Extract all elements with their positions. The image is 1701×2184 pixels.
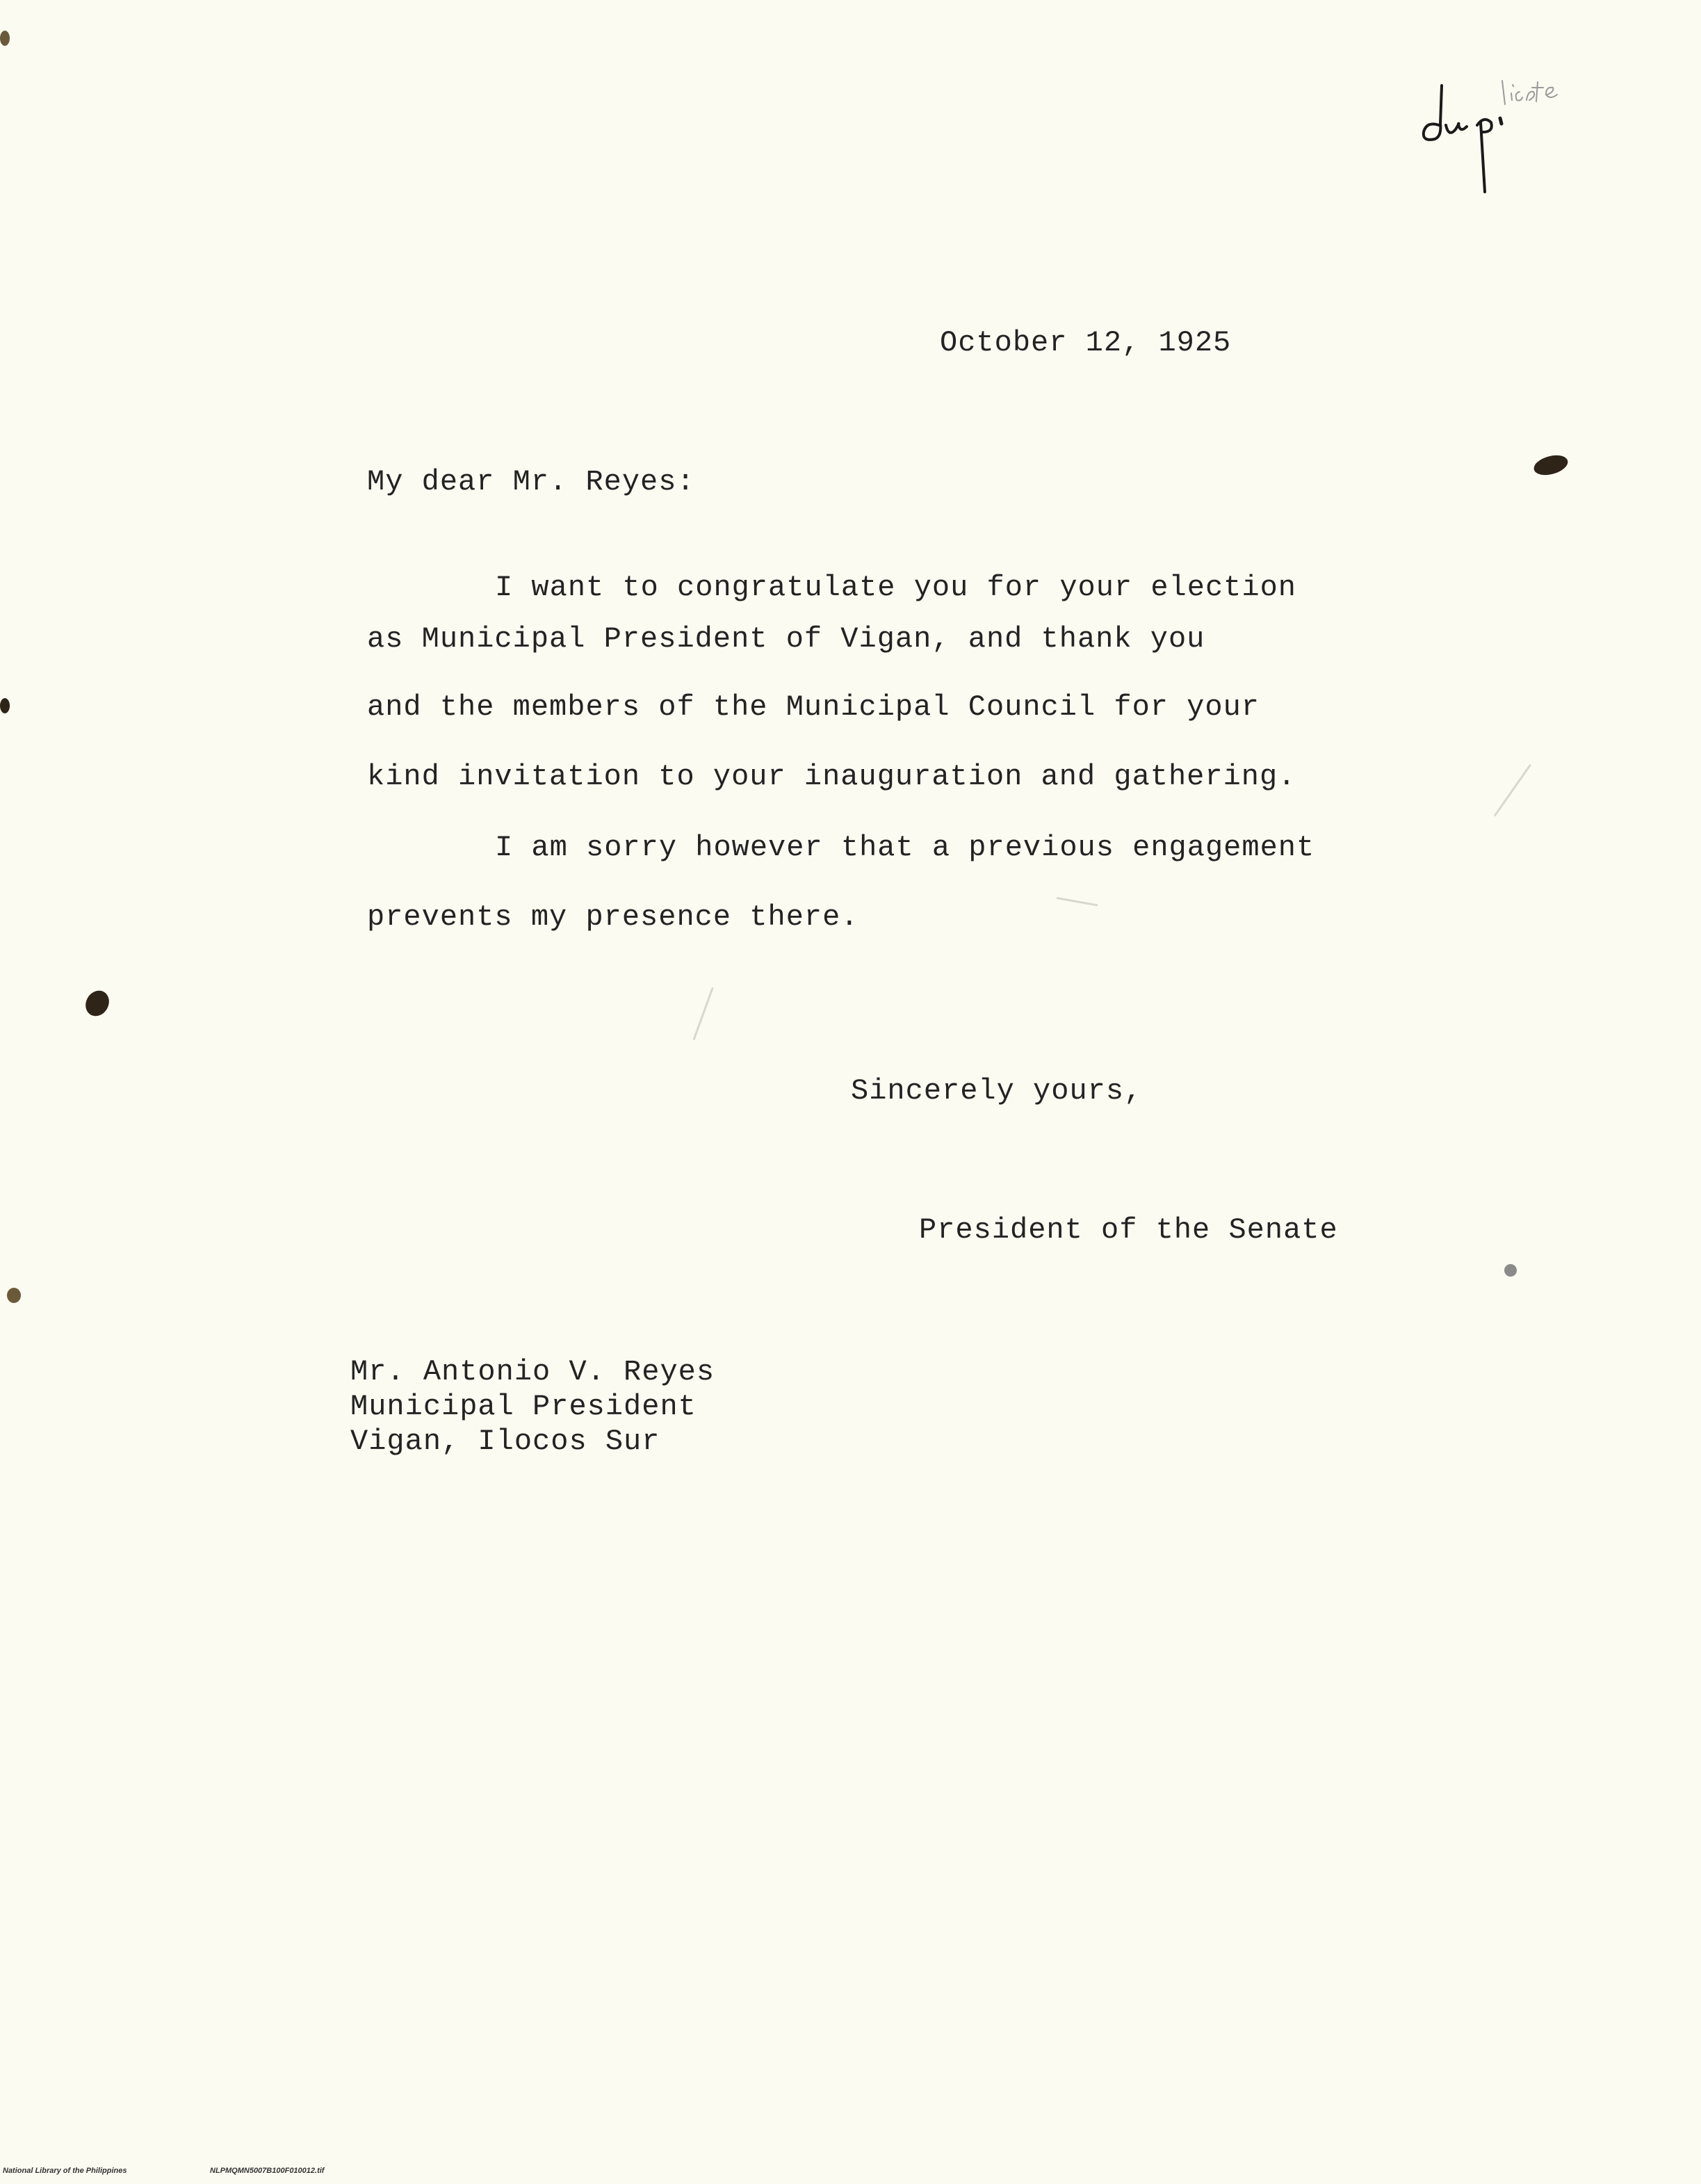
salutation: My dear Mr. Reyes: [367, 465, 695, 499]
paper-stain [1504, 1264, 1517, 1277]
letter-date: October 12, 1925 [940, 326, 1232, 359]
paper-stain [7, 1288, 21, 1303]
paper-stain [0, 31, 10, 46]
body-line: and the members of the Municipal Council for your [367, 690, 1260, 724]
body-line: I want to congratulate you for your election [495, 571, 1296, 604]
paper-scratch [1494, 764, 1531, 816]
library-credit: National Library of the Philippines [3, 2167, 127, 2175]
paper-stain [1535, 460, 1556, 471]
archive-footer [0, 2167, 556, 2181]
recipient-address [350, 1354, 715, 1459]
recipient-name: Mr. Antonio V. Reyes [350, 1355, 715, 1389]
paper-scratch [693, 987, 714, 1040]
recipient-location: Vigan, Ilocos Sur [350, 1425, 660, 1458]
body-line: I am sorry however that a previous engagement [495, 831, 1315, 864]
paper-stain [0, 698, 10, 713]
body-line: as Municipal President of Vigan, and thank you [367, 622, 1205, 656]
file-name: NLPMQMN5007B100F010012.tif [210, 2167, 325, 2175]
body-line: kind invitation to your inauguration and gathering. [367, 760, 1296, 793]
paper-stain [81, 987, 114, 1021]
closing: Sincerely yours, [851, 1074, 1143, 1108]
handwritten-duplicate-note [1418, 76, 1627, 195]
signature-title: President of the Senate [919, 1213, 1338, 1247]
body-line: prevents my presence there. [367, 900, 859, 934]
recipient-position: Municipal President [350, 1390, 697, 1423]
paper-scratch [1057, 897, 1098, 906]
